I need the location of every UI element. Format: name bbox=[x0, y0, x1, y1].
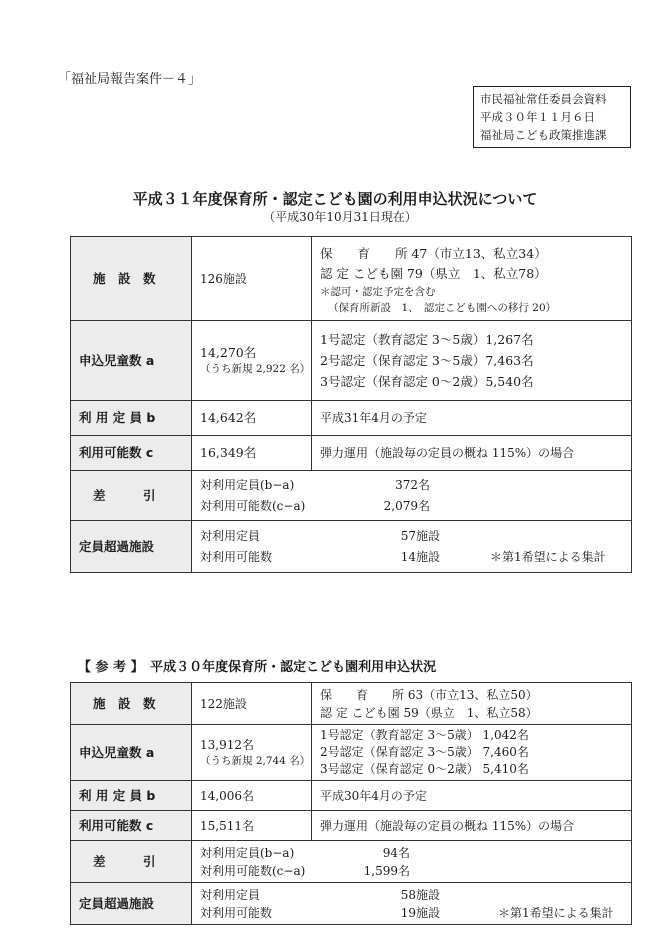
difference-label-available: 対利用可能数(c−a) bbox=[200, 498, 306, 513]
over-value-available: 14施設 bbox=[400, 549, 440, 564]
applicants-detail bbox=[312, 321, 632, 401]
main-table bbox=[70, 236, 632, 573]
facilities-note-breakdown: （保育所新設 1、 認定こども園への移行 20） bbox=[328, 302, 557, 314]
applicants-type1: 1号認定（教育認定 3～5歳）1,267名 bbox=[320, 332, 534, 347]
ref-row-label-available: 利用可能数 c bbox=[71, 811, 192, 841]
applicants-value: 14,270名 bbox=[200, 344, 257, 360]
table-row-over bbox=[71, 521, 632, 573]
capacity-detail: 平成31年4月の予定 bbox=[312, 401, 632, 436]
over-label-capacity: 対利用定員 bbox=[200, 528, 261, 543]
report-tag: 「福祉局報告案件－４」 bbox=[58, 72, 202, 87]
ref-applicants-new: （うち新規 2,744 名） bbox=[200, 754, 311, 767]
reference-table bbox=[70, 682, 632, 925]
ref-facilities-value: 122施設 bbox=[192, 683, 312, 725]
applicants-value-cell bbox=[192, 321, 312, 401]
stamp-line-committee: 市民福祉常任委員会資料 bbox=[480, 92, 607, 106]
applicants-type2: 2号認定（保育認定 3～5歳）7,463名 bbox=[320, 353, 534, 368]
table-row-facilities bbox=[71, 237, 632, 321]
facilities-note: ＊認可・認定予定を含む bbox=[320, 286, 436, 298]
row-label-available: 利用可能数 c bbox=[71, 436, 192, 471]
difference-detail bbox=[192, 471, 632, 521]
page-title: 平成３１年度保育所・認定こども園の利用申込状況について bbox=[132, 190, 538, 208]
ref-applicants-type1: 1号認定（教育認定 3～5歳） 1,042名 bbox=[320, 728, 529, 742]
ref-over-detail bbox=[192, 883, 632, 925]
ref-over-label-capacity: 対利用定員 bbox=[200, 887, 261, 902]
table-row-difference bbox=[71, 841, 632, 883]
ref-capacity-detail: 平成30年4月の予定 bbox=[312, 781, 632, 811]
over-value-capacity: 57施設 bbox=[400, 528, 440, 543]
ref-available-detail: 弾力運用（施設毎の定員の概ね 115%）の場合 bbox=[312, 811, 632, 841]
row-label-difference: 差 引 bbox=[71, 471, 192, 521]
ref-row-label-capacity: 利 用 定 員 b bbox=[71, 781, 192, 811]
table-row-capacity bbox=[71, 781, 632, 811]
ref-difference-value-capacity: 94名 bbox=[382, 845, 410, 860]
ref-row-label-facilities: 施 設 数 bbox=[71, 683, 192, 725]
available-value: 16,349名 bbox=[192, 436, 312, 471]
ref-over-note: ＊第1希望による集計 bbox=[498, 905, 614, 920]
difference-value-capacity: 372名 bbox=[395, 477, 430, 492]
facilities-kodomoen: 認 定 こども園 79（県立 1、私立78） bbox=[320, 266, 547, 281]
ref-applicants-type3: 3号認定（保育認定 0～2歳） 5,410名 bbox=[320, 762, 529, 776]
facilities-value: 126施設 bbox=[192, 237, 312, 321]
ref-over-value-available: 19施設 bbox=[400, 905, 440, 920]
capacity-value: 14,642名 bbox=[192, 401, 312, 436]
ref-applicants-value: 13,912名 bbox=[200, 737, 254, 752]
table-row-applicants bbox=[71, 321, 632, 401]
ref-available-value: 15,511名 bbox=[192, 811, 312, 841]
applicants-new: （うち新規 2,922 名） bbox=[200, 362, 311, 375]
facilities-detail bbox=[312, 237, 632, 321]
ref-facilities-kodomoen: 認 定 こども園 59（県立 1、私立58） bbox=[320, 705, 538, 720]
ref-applicants-type2: 2号認定（保育認定 3～5歳） 7,460名 bbox=[320, 745, 529, 759]
table-row-capacity bbox=[71, 401, 632, 436]
row-label-capacity: 利 用 定 員 b bbox=[71, 401, 192, 436]
ref-facilities-detail bbox=[312, 683, 632, 725]
ref-row-label-applicants: 申込児童数 a bbox=[71, 725, 192, 781]
ref-applicants-detail bbox=[312, 725, 632, 781]
table-row-available bbox=[71, 811, 632, 841]
difference-label-capacity: 対利用定員(b−a) bbox=[200, 477, 295, 492]
table-row-facilities bbox=[71, 683, 632, 725]
table-row-difference bbox=[71, 471, 632, 521]
over-label-available: 対利用可能数 bbox=[200, 549, 273, 564]
over-note: ＊第1希望による集計 bbox=[490, 549, 606, 564]
ref-row-label-difference: 差 引 bbox=[71, 841, 192, 883]
over-detail bbox=[192, 521, 632, 573]
reference-heading: 【 参 考 】 平成３０年度保育所・認定こども園利用申込状況 bbox=[78, 660, 437, 675]
available-detail: 弾力運用（施設毎の定員の概ね 115%）の場合 bbox=[312, 436, 632, 471]
difference-value-available: 2,079名 bbox=[383, 498, 430, 513]
ref-difference-label-capacity: 対利用定員(b−a) bbox=[200, 845, 295, 860]
ref-difference-value-available: 1,599名 bbox=[363, 863, 410, 878]
ref-over-label-available: 対利用可能数 bbox=[200, 905, 273, 920]
stamp-line-department: 福祉局こども政策推進課 bbox=[480, 128, 607, 142]
stamp-line-date: 平成３０年１１月６日 bbox=[480, 110, 595, 124]
ref-difference-detail bbox=[192, 841, 632, 883]
table-row-available bbox=[71, 436, 632, 471]
table-row-applicants bbox=[71, 725, 632, 781]
document-stamp bbox=[473, 86, 631, 148]
table-row-over bbox=[71, 883, 632, 925]
ref-applicants-value-cell bbox=[192, 725, 312, 781]
facilities-nursery: 保 育 所 47（市立13、私立34） bbox=[320, 246, 547, 261]
row-label-facilities: 施 設 数 bbox=[71, 237, 192, 321]
ref-difference-label-available: 対利用可能数(c−a) bbox=[200, 863, 306, 878]
page-subtitle: （平成30年10月31日現在） bbox=[263, 210, 417, 224]
applicants-type3: 3号認定（保育認定 0～2歳）5,540名 bbox=[320, 374, 534, 389]
ref-facilities-nursery: 保 育 所 63（市立13、私立50） bbox=[320, 687, 538, 702]
ref-over-value-capacity: 58施設 bbox=[400, 887, 440, 902]
row-label-over: 定員超過施設 bbox=[71, 521, 192, 573]
row-label-applicants: 申込児童数 a bbox=[71, 321, 192, 401]
ref-row-label-over: 定員超過施設 bbox=[71, 883, 192, 925]
ref-capacity-value: 14,006名 bbox=[192, 781, 312, 811]
